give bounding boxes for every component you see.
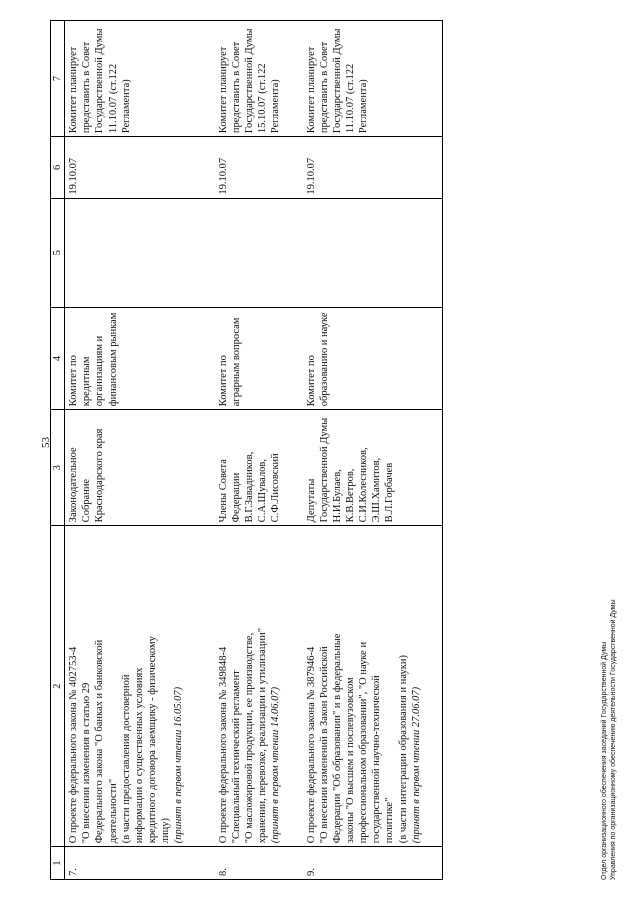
bill-title-line: законы "О высшем и послевузовском [345,677,356,844]
bill-title-line: Федерального закона "О банках и банковской [94,639,106,844]
bill-title-line: (в части интеграции образования и науки) [397,655,409,844]
committee-cell: Комитет по образованию и науке [303,307,443,409]
bill-description [215,526,303,847]
bill-title-line: профессиональном образовании", "О науке и [358,641,370,844]
initiator-cell: Депутаты Государственной Думы Н.И.Булаев, К.В.Ветров, С.И.Колесников, Э.Ш.Хамитов, В.Л.Горбачев [303,410,443,526]
bill-title-line: хранении, перевозке, реализации и утилизации" [257,628,268,844]
bill-title-line: (в части предоставления достоверной [120,674,132,844]
agenda-table [50,20,443,880]
footer-line: Отдел организационного обеспечения заседаний Государственной Думы [601,641,608,880]
col5-cell [65,198,215,307]
bill-title-line: информации о существенных условиях [133,667,145,844]
bill-description [303,526,443,847]
table-row [65,21,215,880]
note-cell: Комитет планирует представить в Совет Государственной Думы 15.10.07 (ст.122 Регламента) [215,21,303,137]
bill-title-line: деятельности" [107,778,119,844]
bill-title-line: кредитного договора заемщику - физическому [146,636,158,844]
bill-title-line: "Специальный технический регламент [230,670,242,844]
bill-title-line: Федерации "Об образовании" и в федеральные [331,633,343,844]
rotated-table-container [50,20,470,880]
bill-title-line: "О внесении изменения в статью 29 [81,682,93,844]
bill-status: (принят в первом чтении 27.06.07) [410,686,422,844]
date-cell: 19.10.07 [303,137,443,198]
col5-cell [215,198,303,307]
row-number: 7. [65,847,215,880]
date-cell: 19.10.07 [215,137,303,198]
committee-cell: Комитет по аграрным вопросам [215,307,303,409]
bill-status: (принят в первом чтении 16.05.07) [173,686,185,844]
bill-status: (принят в первом чтении 14.06.07) [270,686,282,844]
table-row [303,21,443,880]
bill-title-line: лицу) [160,818,171,844]
committee-cell: Комитет по кредитным организациям и финансовым рынкам [65,307,215,409]
note-cell: Комитет планирует представить в Совет Государственной Думы 11.10.07 (ст.122 Регламента) [65,21,215,137]
header-row [51,21,65,880]
header-col-4: 4 [51,307,65,409]
table-row [215,21,303,880]
row-number: 8. [215,847,303,880]
note-cell: Комитет планирует представить в Совет Государственной Думы 11.10.07 (ст.122 Регламента) [303,21,443,137]
initiator-cell: Законодательное Собрание Краснодарского края [65,410,215,526]
bill-title-line: О проекте федерального закона № 402753-4 [68,646,80,844]
bill-title-line: политике" [384,797,396,844]
bill-title-line: "О масложировой продукции, ее производстве, [243,632,255,844]
col5-cell [303,198,443,307]
bill-title-line: О проекте федерального закона № 387946-4 [305,646,317,844]
initiator-cell: Члены Совета Федерации В.Г.Завадников, С.А.Шувалов, С.Ф.Лисовский [215,410,303,526]
bill-title-line: государственной научно-технической [371,675,383,844]
header-col-2: 2 [51,526,65,847]
row-number: 9. [303,847,443,880]
header-col-3: 3 [51,410,65,526]
header-col-6: 6 [51,137,65,198]
bill-title-line: "О внесении изменений в Закон Российской [318,646,330,844]
bill-description [65,526,215,847]
header-col-7: 7 [51,21,65,137]
footer [600,599,618,880]
header-col-1: 1 [51,847,65,880]
page-number: 53 [40,437,52,448]
date-cell: 19.10.07 [65,137,215,198]
header-col-5: 5 [51,198,65,307]
bill-title-line: О проекте федерального закона № 349848-4 [217,646,229,844]
footer-line: Управления по организационному обеспечению деятельности Государственной Думы [610,599,618,880]
